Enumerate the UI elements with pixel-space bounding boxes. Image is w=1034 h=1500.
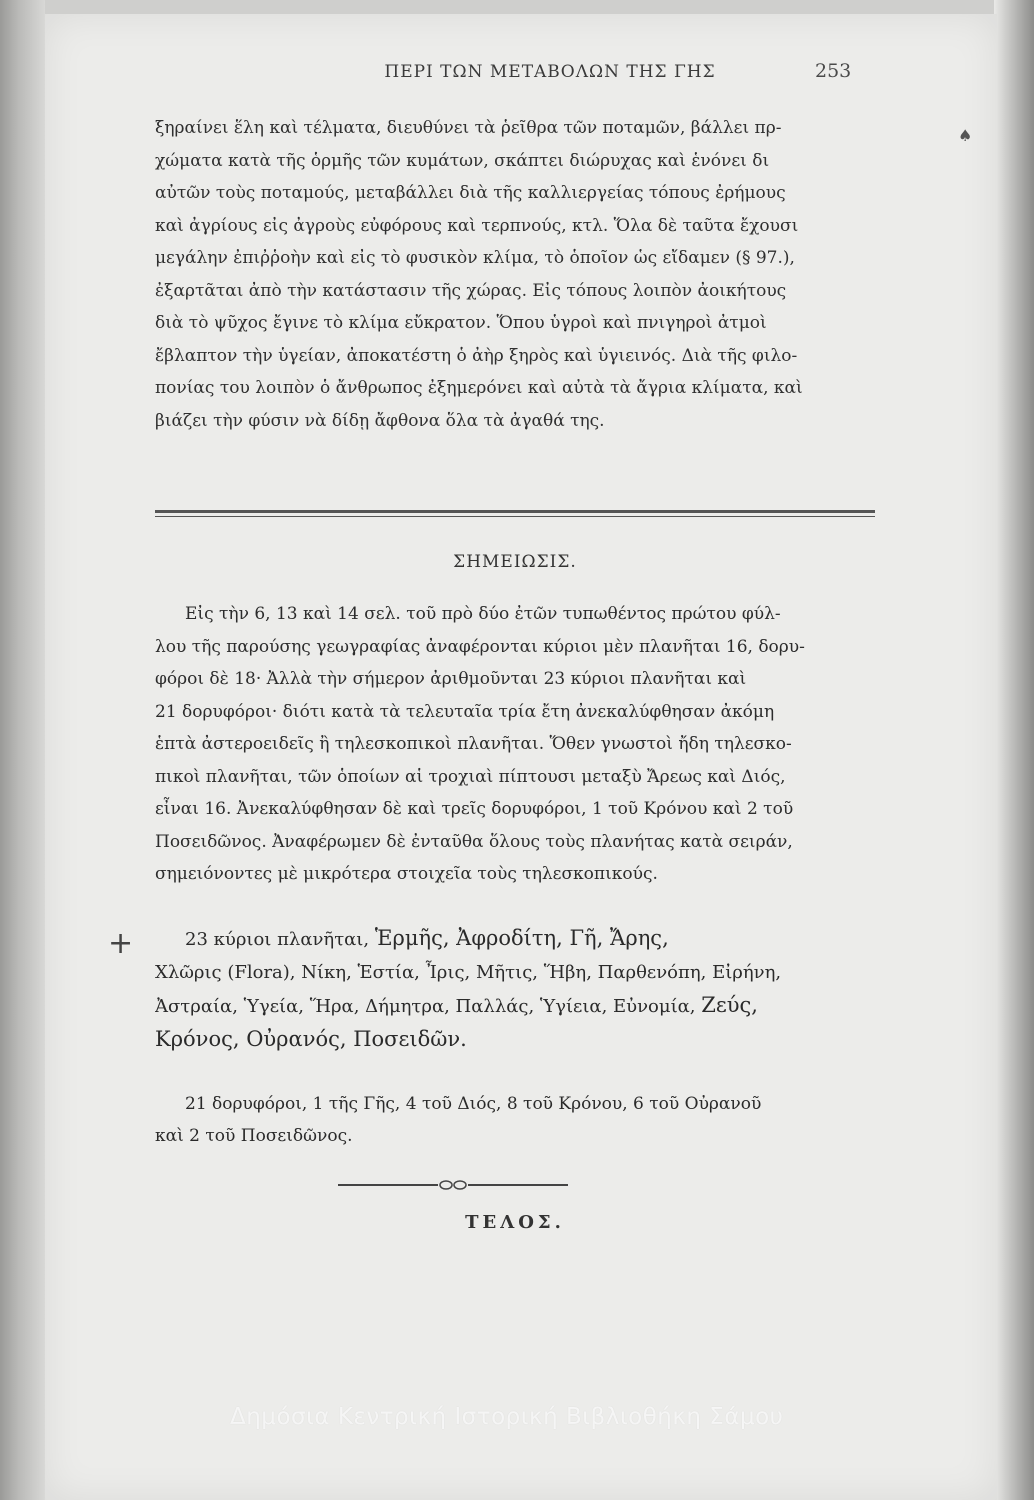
note-line: 21 δορυφόροι· διότι κατὰ τὰ τελευταῖα τρία ἔτη ἀνεκαλύφθησαν ἀκόμη (155, 701, 775, 722)
end-ornament (338, 1178, 568, 1192)
note-line: σημειόνοντες μὲ μικρότερα στοιχεῖα τοὺς τηλεσκοπικούς. (155, 864, 658, 884)
text-line: βιάζει τὴν φύσιν νὰ δίδῃ ἄφθονα ὅλα τὰ ἀγαθά της. (155, 410, 605, 431)
planets-line-1 (155, 922, 875, 956)
planets-list (155, 922, 875, 1056)
note-line: Ποσειδῶνος. Ἀναφέρωμεν δὲ ἐνταῦθα ὅλους τοὺς πλανήτας κατὰ σειράν, (155, 831, 793, 852)
text-line: καὶ ἀγρίους εἰς ἀγροὺς εὐφόρους καὶ τερπνούς, κτλ. Ὅλα δὲ ταῦτα ἔχουσι (155, 215, 799, 236)
text-line: αὐτῶν τοὺς ποταμούς, μεταβάλλει διὰ τῆς καλλιεργείας τόπους ἐρήμους (155, 183, 786, 203)
finis-label: ΤΕΛΟΣ. (465, 1212, 565, 1233)
text-line: πονίας του λοιπὸν ὁ ἄνθρωπος ἐξημερόνει καὶ αὐτὰ τὰ ἄγρια κλίματα, καὶ (155, 378, 803, 398)
notes-heading: ΣΗΜΕΙΩΣΙΣ. (453, 552, 577, 572)
handwritten-plus-mark: + (108, 926, 134, 961)
note-line: Εἰς τὴν 6, 13 καὶ 14 σελ. τοῦ πρὸ δύο ἐτῶν τυπωθέντος πρώτου φύλ- (185, 604, 781, 624)
note-line: λου τῆς παρούσης γεωγραφίας ἀναφέρονται κύριοι μὲν πλανῆται 16, δορυ- (155, 636, 805, 657)
major-planet-zeus: Ζεύς, (701, 993, 758, 1017)
satellites-text (155, 1088, 875, 1152)
text-line: ξηραίνει ἕλη καὶ τέλματα, διευθύνει τὰ ῥεῖθρα τῶν ποταμῶν, βάλλει πρ- (155, 118, 782, 138)
text-line: διὰ τὸ ψῦχος ἔγινε τὸ κλίμα εὔκρατον. Ὅπου ὑγροὶ καὶ πνιγηροὶ ἀτμοὶ (155, 313, 767, 333)
planets-line-4: Κρόνος, Οὐρανός, Ποσειδῶν. (155, 1027, 467, 1051)
library-watermark: Δημόσια Κεντρική Ιστορική Βιβλιοθήκη Σάμου (230, 1404, 784, 1430)
margin-ink-mark: ♠ (958, 126, 973, 145)
planets-line-2: Χλῶρις (Flora), Νίκη, Ἑστία, Ἶρις, Μῆτις, Ἥβη, Παρθενόπη, Εἰρήνη, (155, 962, 782, 983)
note-line: φόροι δὲ 18· Ἀλλὰ τὴν σήμερον ἀριθμοῦνται 23 κύριοι πλανῆται καὶ (155, 669, 747, 689)
text-line: ἔβλαπτον τὴν ὑγείαν, ἀποκατέστη ὁ ἀὴρ ξηρὸς καὶ ὑγιεινός. Διὰ τῆς φιλο- (155, 345, 798, 366)
body-text (155, 112, 875, 437)
satellites-line: 21 δορυφόροι, 1 τῆς Γῆς, 4 τοῦ Διός, 8 τοῦ Κρόνου, 6 τοῦ Οὐρανοῦ (185, 1094, 762, 1114)
page-edge-shadow (994, 0, 1034, 1500)
text-line: ἐξαρτᾶται ἀπὸ τὴν κατάστασιν τῆς χώρας. Εἰς τόπους λοιπὸν ἀοικήτους (155, 280, 787, 301)
note-line: ἑπτὰ ἀστεροειδεῖς ἢ τηλεσκοπικοὶ πλανῆται. Ὅθεν γνωστοὶ ἤδη τηλεσκο- (155, 734, 792, 754)
running-head: ΠΕΡΙ ΤΩΝ ΜΕΤΑΒΟΛΩΝ ΤΗΣ ΓΗΣ (384, 62, 716, 82)
section-rule-thick (155, 510, 875, 513)
note-line: πικοὶ πλανῆται, τῶν ὁποίων αἱ τροχιαὶ πίπτουσι μεταξὺ Ἄρεως καὶ Διός, (155, 766, 786, 787)
minor-planets: Ἀστραία, Ὑγεία, Ἥρα, Δήμητρα, Παλλάς, Ὑγίεια, Εὐνομία, (155, 996, 696, 1017)
text-line: μεγάλην ἐπιῤῥοὴν καὶ εἰς τὸ φυσικὸν κλίμα, τὸ ὁποῖον ὡς εἴδαμεν (§ 97.), (155, 248, 795, 268)
note-line: εἶναι 16. Ἀνεκαλύφθησαν δὲ καὶ τρεῖς δορυφόροι, 1 τοῦ Κρόνου καὶ 2 τοῦ (155, 799, 794, 819)
planets-intro: 23 κύριοι πλανῆται, (185, 929, 370, 950)
satellites-line: καὶ 2 τοῦ Ποσειδῶνος. (155, 1126, 353, 1146)
planets-line-3 (155, 989, 875, 1023)
section-rule-thin (155, 516, 875, 517)
page-number: 253 (815, 60, 852, 82)
notes-text (155, 598, 875, 891)
major-planets: Ἑρμῆς, Ἀφροδίτη, Γῆ, Ἄρης, (374, 926, 669, 950)
book-binding-shadow (0, 0, 45, 1500)
text-line: χώματα κατὰ τῆς ὁρμῆς τῶν κυμάτων, σκάπτει διώρυχας καὶ ἑνόνει δι (155, 150, 770, 171)
